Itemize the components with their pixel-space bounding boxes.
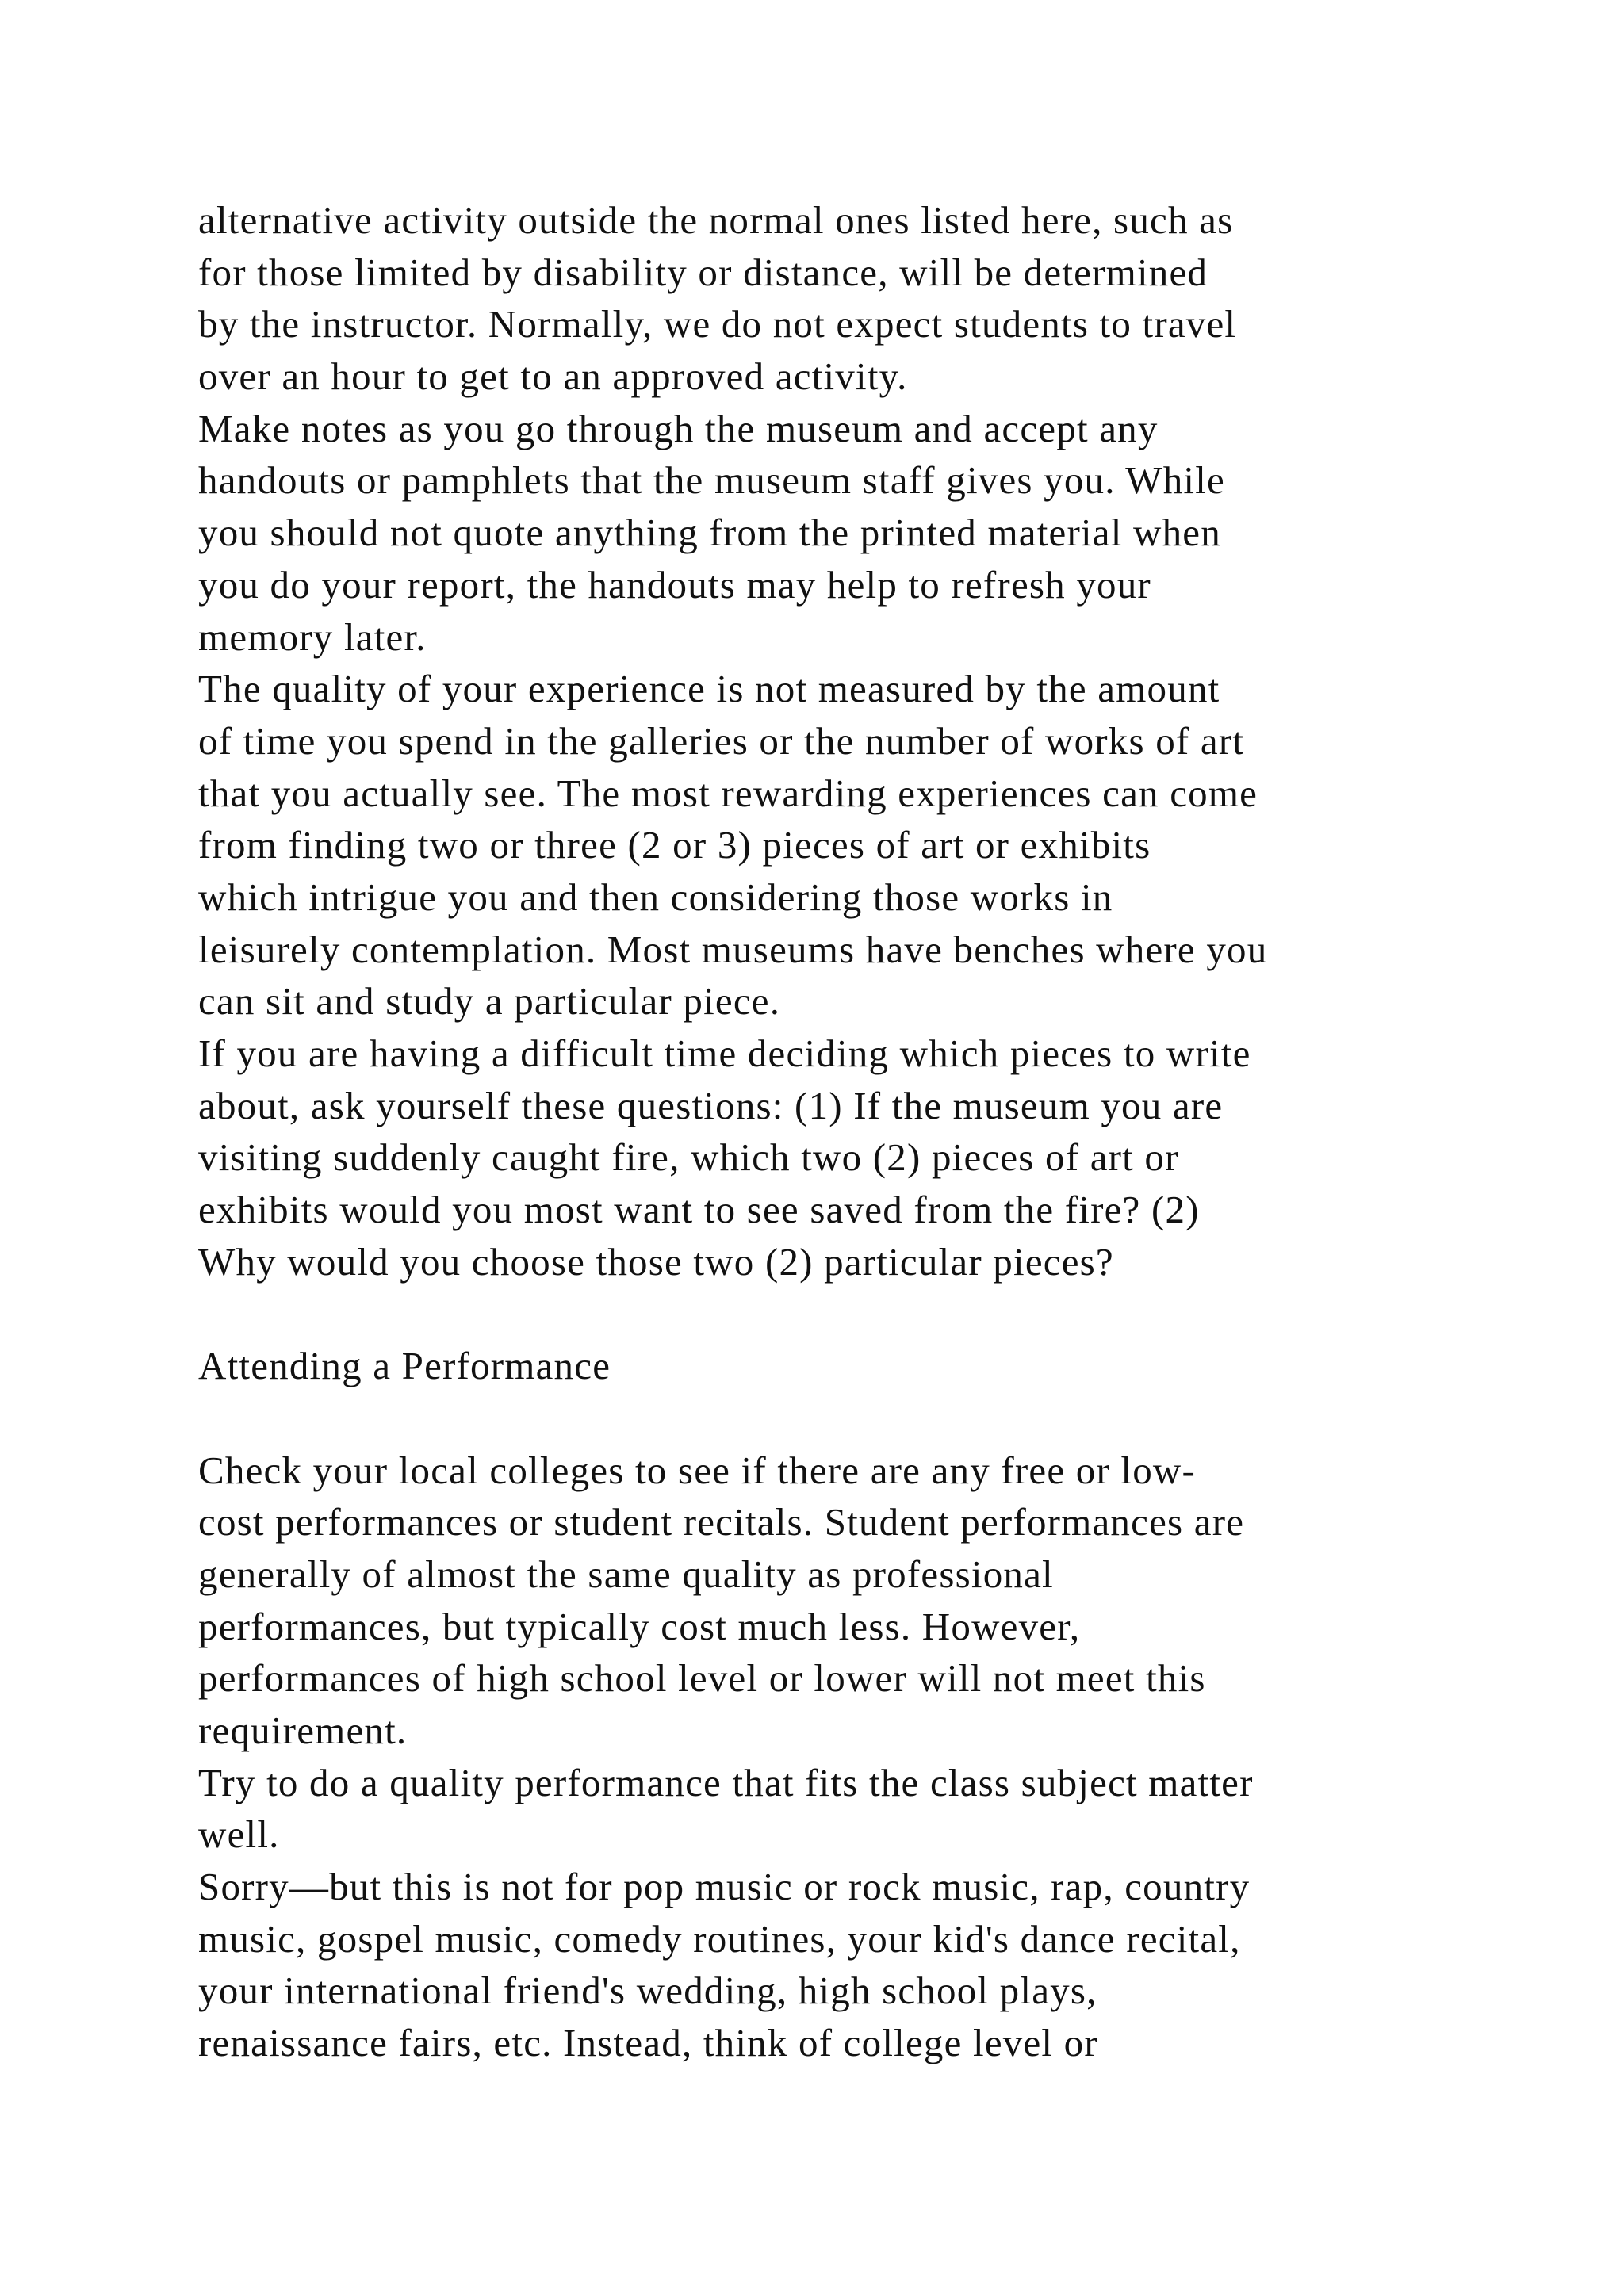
text-line: cost performances or student recitals. Student performances are bbox=[198, 1500, 1245, 1544]
text-line: you do your report, the handouts may help to refresh your bbox=[198, 562, 1151, 607]
text-line: by the instructor. Normally, we do not expect students to travel bbox=[198, 302, 1237, 346]
text-line: Try to do a quality performance that fits the class subject matter bbox=[198, 1760, 1254, 1804]
text-line: handouts or pamphlets that the museum staff gives you. While bbox=[198, 458, 1225, 503]
text-line: renaissance fairs, etc. Instead, think of college level or bbox=[198, 2021, 1098, 2065]
text-line: alternative activity outside the normal ones listed here, such as bbox=[198, 198, 1234, 242]
text-line: about, ask yourself these questions: (1) If the museum you are bbox=[198, 1083, 1224, 1127]
text-line: performances, but typically cost much less. However, bbox=[198, 1604, 1081, 1648]
text-line: The quality of your experience is not measured by the amount bbox=[198, 667, 1220, 711]
section-heading: Attending a Performance bbox=[198, 1344, 611, 1388]
text-line: Sorry—but this is not for pop music or rock music, rap, country bbox=[198, 1865, 1251, 1908]
text-line: requirement. bbox=[198, 1708, 408, 1752]
blank-line bbox=[198, 1288, 1483, 1340]
text-line: Check your local colleges to see if there are any free or low- bbox=[198, 1448, 1197, 1492]
text-line: well. bbox=[198, 1812, 280, 1857]
text-line: memory later. bbox=[198, 614, 427, 659]
text-line: for those limited by disability or distance, will be determined bbox=[198, 250, 1208, 294]
text-line: performances of high school level or lower will not meet this bbox=[198, 1656, 1206, 1701]
text-line: of time you spend in the galleries or the number of works of art bbox=[198, 718, 1245, 763]
text-line: which intrigue you and then considering those works in bbox=[198, 874, 1113, 919]
text-line: you should not quote anything from the printed material when bbox=[198, 511, 1221, 555]
text-line: exhibits would you most want to see saved from the fire? (2) bbox=[198, 1188, 1200, 1232]
text-line: can sit and study a particular piece. bbox=[198, 979, 781, 1024]
text-line: visiting suddenly caught fire, which two (2) pieces of art or bbox=[198, 1135, 1179, 1180]
text-line: that you actually see. The most rewarding experiences can come bbox=[198, 771, 1258, 815]
text-line: music, gospel music, comedy routines, your kid's dance recital, bbox=[198, 1916, 1241, 1961]
text-line: leisurely contemplation. Most museums have benches where you bbox=[198, 927, 1268, 971]
text-line: Make notes as you go through the museum and accept any bbox=[198, 406, 1159, 450]
body-text bbox=[198, 194, 1483, 2069]
blank-line bbox=[198, 1392, 1483, 1445]
text-line: from finding two or three (2 or 3) pieces of art or exhibits bbox=[198, 823, 1151, 867]
text-line: generally of almost the same quality as professional bbox=[198, 1552, 1054, 1596]
text-line: If you are having a difficult time deciding which pieces to write bbox=[198, 1031, 1251, 1075]
text-line: your international friend's wedding, high school plays, bbox=[198, 1969, 1097, 2013]
text-line: over an hour to get to an approved activity. bbox=[198, 354, 908, 399]
text-line: Why would you choose those two (2) particular pieces? bbox=[198, 1239, 1114, 1284]
